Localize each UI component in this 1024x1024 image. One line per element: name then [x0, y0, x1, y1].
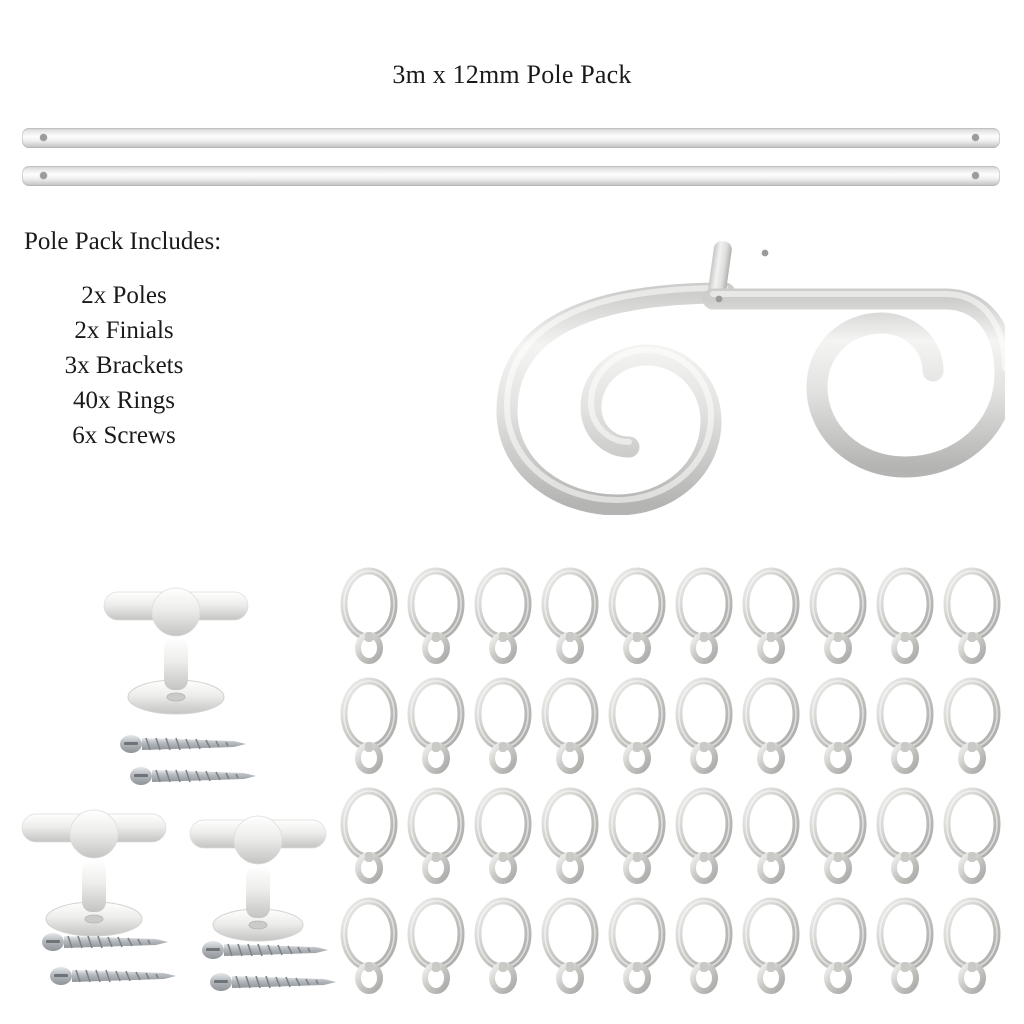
- ring-item: [338, 672, 400, 780]
- ring-illustration: [740, 892, 802, 1000]
- bracket-illustration: [86, 566, 266, 721]
- ring-item: [807, 672, 869, 780]
- ring-illustration: [941, 892, 1003, 1000]
- bracket-item: [168, 794, 348, 954]
- pole-screw-hole: [972, 172, 979, 179]
- ring-item: [740, 672, 802, 780]
- finial-group: [245, 215, 1005, 515]
- bracket-illustration: [168, 794, 348, 949]
- screw-item: [48, 962, 188, 995]
- ring-item: [606, 782, 668, 890]
- list-item: 6x Screws: [72, 422, 176, 449]
- ring-item: [405, 782, 467, 890]
- screw-illustration: [118, 730, 258, 758]
- ring-illustration: [673, 782, 735, 890]
- ring-illustration: [740, 672, 802, 780]
- ring-illustration: [606, 782, 668, 890]
- ring-item: [539, 782, 601, 890]
- ring-illustration: [807, 892, 869, 1000]
- ring-item: [472, 892, 534, 1000]
- screw-item: [208, 968, 348, 1001]
- screw-item: [128, 762, 268, 795]
- ring-item: [874, 562, 936, 670]
- ring-item: [606, 892, 668, 1000]
- ring-item: [807, 892, 869, 1000]
- ring-illustration: [472, 562, 534, 670]
- ring-item: [807, 782, 869, 890]
- ring-illustration: [673, 892, 735, 1000]
- ring-illustration: [472, 672, 534, 780]
- ring-item: [338, 562, 400, 670]
- ring-illustration: [338, 892, 400, 1000]
- list-item: 3x Brackets: [64, 352, 184, 379]
- bracket-illustration: [4, 788, 184, 943]
- finial-item: [713, 294, 1005, 467]
- ring-item: [539, 562, 601, 670]
- ring-illustration: [673, 672, 735, 780]
- ring-illustration: [405, 562, 467, 670]
- includes-list: [24, 278, 224, 453]
- ring-illustration: [606, 562, 668, 670]
- ring-item: [338, 892, 400, 1000]
- ring-item: [405, 892, 467, 1000]
- ring-illustration: [539, 892, 601, 1000]
- ring-illustration: [606, 892, 668, 1000]
- ring-item: [405, 562, 467, 670]
- screw-illustration: [208, 968, 348, 996]
- ring-item: [606, 672, 668, 780]
- ring-illustration: [874, 892, 936, 1000]
- ring-item: [673, 562, 735, 670]
- ring-item: [740, 562, 802, 670]
- ring-illustration: [472, 892, 534, 1000]
- ring-item: [472, 562, 534, 670]
- ring-item: [673, 782, 735, 890]
- ring-item: [874, 892, 936, 1000]
- bracket-item: [86, 566, 266, 726]
- ring-item: [874, 782, 936, 890]
- ring-illustration: [740, 562, 802, 670]
- ring-illustration: [338, 672, 400, 780]
- ring-illustration: [740, 782, 802, 890]
- screw-illustration: [40, 928, 180, 956]
- ring-item: [673, 672, 735, 780]
- ring-illustration: [874, 782, 936, 890]
- ring-item: [874, 672, 936, 780]
- ring-item: [405, 672, 467, 780]
- ring-item: [338, 782, 400, 890]
- ring-item: [941, 672, 1003, 780]
- screw-illustration: [48, 962, 188, 990]
- ring-illustration: [874, 562, 936, 670]
- list-item: 2x Finials: [74, 317, 174, 344]
- includes-heading: Pole Pack Includes:: [24, 228, 222, 255]
- ring-illustration: [338, 562, 400, 670]
- ring-item: [941, 892, 1003, 1000]
- ring-illustration: [941, 672, 1003, 780]
- ring-illustration: [807, 782, 869, 890]
- pole-item: [22, 166, 1000, 186]
- ring-illustration: [941, 782, 1003, 890]
- finials-illustration: [245, 215, 1005, 515]
- ring-illustration: [807, 672, 869, 780]
- ring-item: [941, 782, 1003, 890]
- ring-illustration: [606, 672, 668, 780]
- list-item: 2x Poles: [81, 282, 167, 309]
- list-item: 40x Rings: [72, 387, 176, 414]
- ring-item: [807, 562, 869, 670]
- bracket-item: [4, 788, 184, 948]
- screw-item: [200, 936, 340, 969]
- ring-illustration: [941, 562, 1003, 670]
- ring-item: [539, 892, 601, 1000]
- ring-illustration: [673, 562, 735, 670]
- ring-item: [472, 782, 534, 890]
- ring-illustration: [405, 782, 467, 890]
- pole-screw-hole: [40, 172, 47, 179]
- page-title: 3m x 12mm Pole Pack: [392, 60, 632, 89]
- pole-screw-hole: [40, 134, 47, 141]
- ring-grid: [338, 562, 1010, 1014]
- ring-illustration: [539, 672, 601, 780]
- finial-item: [507, 240, 768, 505]
- ring-illustration: [539, 782, 601, 890]
- ring-illustration: [405, 892, 467, 1000]
- ring-item: [606, 562, 668, 670]
- pole-screw-hole: [972, 134, 979, 141]
- pole-item: [22, 128, 1000, 148]
- screw-item: [118, 730, 258, 763]
- ring-item: [941, 562, 1003, 670]
- ring-item: [539, 672, 601, 780]
- ring-illustration: [338, 782, 400, 890]
- screw-illustration: [128, 762, 268, 790]
- screw-illustration: [200, 936, 340, 964]
- ring-illustration: [539, 562, 601, 670]
- ring-illustration: [874, 672, 936, 780]
- ring-illustration: [807, 562, 869, 670]
- ring-item: [472, 672, 534, 780]
- screw-item: [40, 928, 180, 961]
- ring-illustration: [472, 782, 534, 890]
- ring-item: [740, 892, 802, 1000]
- ring-illustration: [405, 672, 467, 780]
- ring-item: [740, 782, 802, 890]
- ring-item: [673, 892, 735, 1000]
